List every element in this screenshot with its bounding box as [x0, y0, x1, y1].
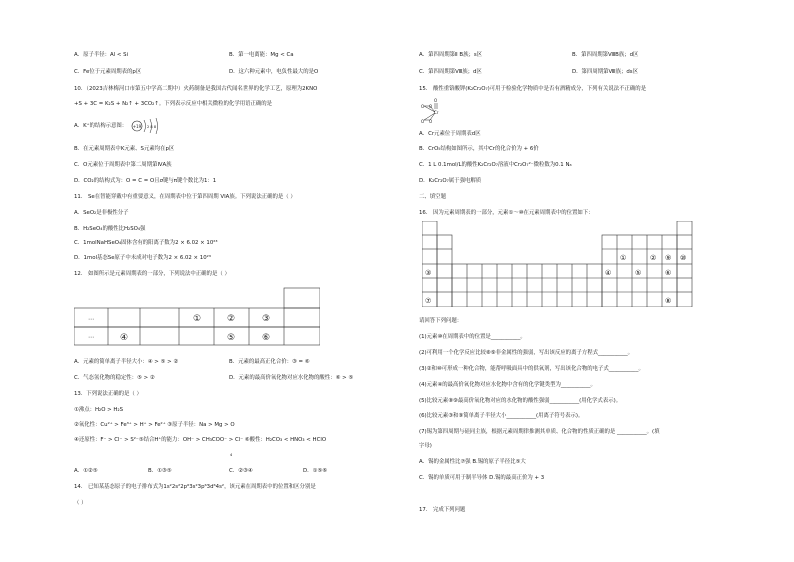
k-ion-structure-diagram: [130, 116, 166, 136]
q16-sub-6: (6)比较元素③和⑨简单离子半径大小___________(用离子符号表示)。: [419, 413, 584, 419]
q13-option-c: C．②③④: [229, 468, 253, 474]
q14-option-d: D．第四周期第Ⅷ族；ds区: [572, 69, 638, 75]
q9-option-d: D．这六种元素中，电负性最大的是O: [229, 69, 319, 75]
q11-option-b: B．H₂SeO₄的酸性比H₂SO₄强: [74, 226, 146, 232]
q10-option-a: A．K⁺的结构示意图：: [74, 123, 128, 129]
q16-mark-9: ⑨: [665, 254, 672, 262]
q16-sub-7-option-cd: C．锡的单质可用于制半导体 D.锡的最高正价为 + 3: [419, 475, 545, 481]
q13-item-1: ①沸点：H₂O > H₂S: [74, 407, 124, 413]
shell-electrons-label: 2 8 8: [147, 125, 157, 129]
q16-periodic-table: [422, 221, 694, 307]
cro5-cr: Cr: [434, 110, 439, 115]
q16-mark-5: ⑤: [635, 269, 642, 277]
q10-option-c: C．O元素位于周期表中第二周期第ⅣA族: [74, 162, 172, 168]
q16-sub-5: (5)比较元素⑧⑨最高价氧化物对应的水化物的酸性强弱___________(用化学式表示)。: [419, 398, 622, 404]
q16-mark-2: ②: [650, 254, 657, 262]
cro5-o3: O: [434, 98, 438, 103]
q12-periodic-table: [74, 286, 320, 346]
q16-mark-1: ①: [620, 254, 627, 262]
q16-sub-7-cont: 字母): [419, 443, 432, 449]
q15-option-d: D．K₂Cr₂O₇属于强电解质: [419, 178, 482, 184]
q16-mark-6: ⑥: [665, 269, 672, 277]
q11-option-c: C．1molNaHSeO₄固体含有的阳离子数为2 × 6.02 × 10²³: [74, 240, 218, 246]
q12-cell-6: ⑥: [262, 333, 271, 343]
q13-option-b: B．①③⑤: [148, 468, 172, 474]
q11-option-d: D．1mol基态Se原子中未成对电子数为2 × 6.02 × 10²³: [74, 255, 211, 261]
q16-mark-3: ③: [425, 269, 432, 277]
cro5-o2: O: [429, 104, 433, 109]
q13-stem: 13．下列说法正确的是（ ）: [74, 391, 142, 397]
q12-cell-1: ①: [193, 314, 202, 324]
q10-stem-line2: +S + 3C = K₂S + N₂↑ + 3CO₂↑。下列表示反应中相关微粒的化学用语正确的是: [74, 101, 273, 107]
q12-option-a: A．元素的简单离子半径大小：④ > ⑤ > ②: [74, 359, 179, 365]
q16-sub-7-option-ab: A．锡的金属性比⑦强 B.锡的原子半径比⑤大: [419, 459, 526, 465]
q12-cell-2: ②: [227, 314, 236, 324]
q10-option-b: B．在元素周期表中K元素、S元素均在p区: [74, 146, 175, 152]
q15-option-b: B．CrO₅结构如图所示，其中Cr的化合价为 + 6价: [419, 146, 539, 152]
q16-sub-7: (7)锡为第四周期与硅同主族，根据元素周期律推测其单质、化合物的性质正确的是 ___________。(填: [419, 429, 660, 435]
q16-mark-4: ④: [605, 269, 612, 277]
cro5-o4: O: [421, 119, 425, 124]
q12-cell-5: ⑤: [227, 333, 236, 343]
q14-option-c: C．第四周期第Ⅷ族；d区: [419, 69, 482, 75]
q12-stem: 12． 如图所示是元素周期表的一部分，下列说法中正确的是（ ）: [74, 271, 230, 277]
cro5-o5: O: [429, 119, 433, 124]
q12-option-c: C．气态氢化物的稳定性：⑤ > ②: [74, 375, 155, 381]
q15-option-a: A．Cr元素位于周期表d区: [419, 131, 481, 137]
q16-mark-8: ⑧: [665, 297, 672, 305]
q13-item-4-5-6: ④还原性：F⁻ > Cl⁻ > S²⁻⑤结合H⁺的能力：OH⁻ > CH₃COO⁻ > Cl⁻ ⑥酸性：H₂CO₃ < HNO₃ < HClO: [74, 437, 327, 443]
q16-sub-4: (4)元素④的最高价氧化物对应水化物中含有的化学键类型为___________。: [419, 382, 596, 388]
q17-stem: 17． 完成下列问题: [419, 507, 466, 513]
q12-option-d: D．元素的最高价氧化物对应水化物的酸性：⑥ > ⑤: [229, 375, 354, 381]
q9-option-b: B．第一电离能：Mg < Ca: [229, 52, 294, 58]
nucleus-label: +19: [132, 124, 142, 129]
q16-sub-3: (3)②和⑩可形成一种化合物，能帮呼吸面具中的供氧剂，写出该化合物的电子式___________。: [419, 366, 644, 372]
q13-option-d: D．①⑤⑥: [303, 468, 328, 474]
q11-stem: 11． Se在智能穿戴中有重要意义，在周期表中位于第四周期 VIA族。下列说法正确的是（ ）: [74, 194, 296, 200]
q9-option-a: A．原子半径：Al < Si: [74, 52, 129, 58]
q16-ask: 请回答下列问题：: [419, 318, 463, 324]
q13-item-2-3: ②氧化性：Cu²⁺ > Fe³⁺ > H⁺ > Fe²⁺ ③原子半径：Na > Mg > O: [74, 422, 235, 428]
q16-sub-2: (2)可利用一个化学反应比较⑧⑨非金属性的强弱，写出该反应的离子方程式___________。: [419, 350, 634, 356]
q12-cell-ellipsis-2: ⋯: [88, 334, 94, 341]
q9-option-c: C．Fe位于元素周期表的p区: [74, 69, 142, 75]
q12-cell-4: ④: [120, 333, 129, 343]
q16-mark-10: ⑩: [680, 254, 687, 262]
q15-option-c: C．1 L 0.1mol/L的酸性K₂Cr₂O₇溶液中Cr₂O₇²⁻微粒数为0.1 Nₐ: [419, 162, 572, 168]
q10-option-d: D．CO₂的结构式为：O = C = O且σ键与π键个数比为1：1: [74, 178, 217, 184]
q12-option-b: B．元素的最高正化合价：③ = ⑥: [229, 359, 310, 365]
q11-option-a: A．SeO₂是非极性分子: [74, 210, 129, 216]
q14-stem-line2: （ ）: [74, 500, 87, 506]
q15-stem: 15． 酸性重铬酸钾(K₂Cr₂O₇)可用于检验化学物质中是否有酒精成分，下列有关说法不正确的是: [419, 86, 647, 92]
q13-item-6-subscript: ₄: [230, 452, 233, 458]
q13-option-a: A．①②⑤: [74, 468, 98, 474]
q14-option-b: B．第四周期第ⅧB族；d区: [572, 52, 639, 58]
q14-stem-line1: 14． 已知某基态原子的电子排布式为1s²2s²2p⁶3s²3p⁶3d⁶4s²，该元素在周期表中的位置和区分别是: [74, 484, 316, 490]
q10-stem-line1: 10．（2023吉林梅河口市第五中学高二期中）火药制备是我国古代闻名世界的化学工艺，原理为2KNO: [74, 86, 318, 92]
cro5-o1: O: [421, 104, 425, 109]
cro5-structure-diagram: [419, 98, 459, 128]
q16-mark-7: ⑦: [425, 297, 432, 305]
q16-stem: 16． 因为元素周期表的一部分，元素①～⑩在元素周期表中的位置如下：: [419, 210, 594, 216]
q14-option-a: A．第四周期第Ⅱ B族；s区: [419, 52, 483, 58]
q16-sub-1: (1)元素⑩在周期表中的位置是___________。: [419, 334, 526, 340]
q12-cell-ellipsis-1: ⋯: [88, 316, 94, 323]
section-fill-blank-heading: 二、填空题: [419, 194, 446, 200]
q12-cell-3: ③: [262, 314, 271, 324]
